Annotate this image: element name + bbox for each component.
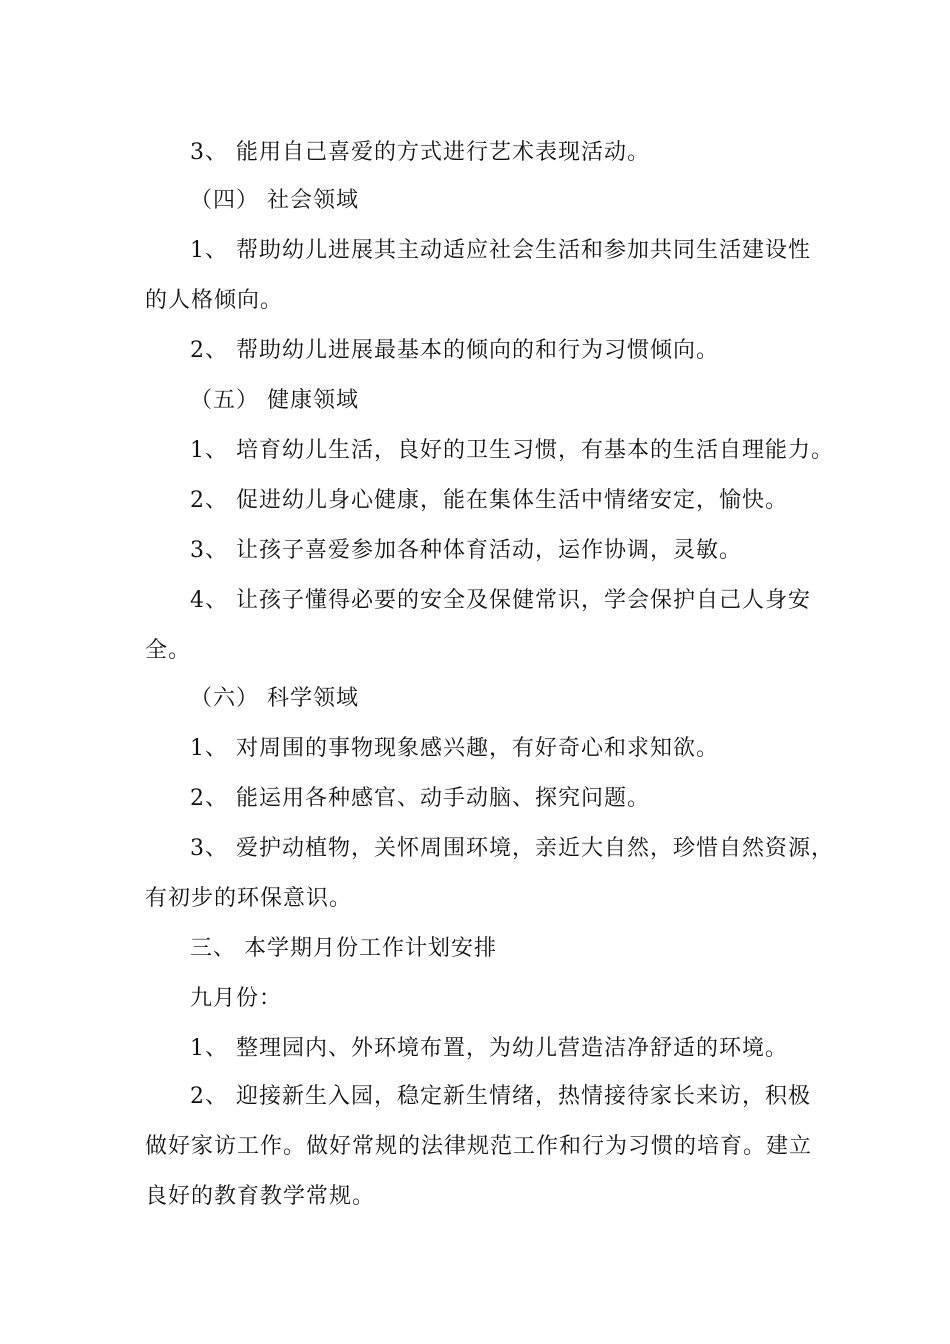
month-heading-september: 九月份：: [190, 986, 283, 1011]
paragraph-september-1: 1、 整理园内、外环境布置，为幼儿营造洁净舒适的环境。: [190, 1036, 788, 1061]
section-heading-monthly-plan: 三、 本学期月份工作计划安排: [190, 936, 497, 961]
paragraph-september-2-cont2: 良好的教育教学常规。: [145, 1184, 376, 1209]
paragraph-social-1-cont: 的人格倾向。: [145, 288, 284, 313]
paragraph-social-1: 1、 帮助幼儿进展其主动适应社会生活和参加共同生活建设性: [190, 238, 811, 263]
paragraph-september-2: 2、 迎接新生入园，稳定新生情绪，热情接待家长来访，积极: [190, 1084, 811, 1109]
paragraph-health-2: 2、 促进幼儿身心健康，能在集体生活中情绪安定，愉快。: [190, 488, 788, 513]
heading-social-domain: （四） 社会领域: [190, 188, 359, 213]
paragraph-science-2: 2、 能运用各种感官、动手动脑、探究问题。: [190, 786, 650, 811]
paragraph-science-3-cont: 有初步的环保意识。: [145, 886, 353, 911]
paragraph-art-3: 3、 能用自己喜爱的方式进行艺术表现活动。: [190, 140, 650, 165]
heading-science-domain: （六） 科学领域: [190, 686, 359, 711]
paragraph-health-3: 3、 让孩子喜爱参加各种体育活动，运作协调，灵敏。: [190, 538, 742, 563]
paragraph-september-2-cont: 做好家访工作。做好常规的法律规范工作和行为习惯的培育。建立: [145, 1134, 813, 1159]
paragraph-science-1: 1、 对周围的事物现象感兴趣，有好奇心和求知欲。: [190, 736, 719, 761]
paragraph-social-2: 2、 帮助幼儿进展最基本的倾向的和行为习惯倾向。: [190, 338, 719, 363]
paragraph-health-4-cont: 全。: [145, 638, 192, 663]
heading-health-domain: （五） 健康领域: [190, 388, 359, 413]
paragraph-health-4: 4、 让孩子懂得必要的安全及保健常识，学会保护自己人身安: [190, 588, 811, 613]
paragraph-science-3: 3、 爱护动植物，关怀周围环境，亲近大自然，珍惜自然资源，: [190, 836, 834, 861]
paragraph-health-1: 1、 培育幼儿生活，良好的卫生习惯，有基本的生活自理能力。: [190, 438, 834, 463]
